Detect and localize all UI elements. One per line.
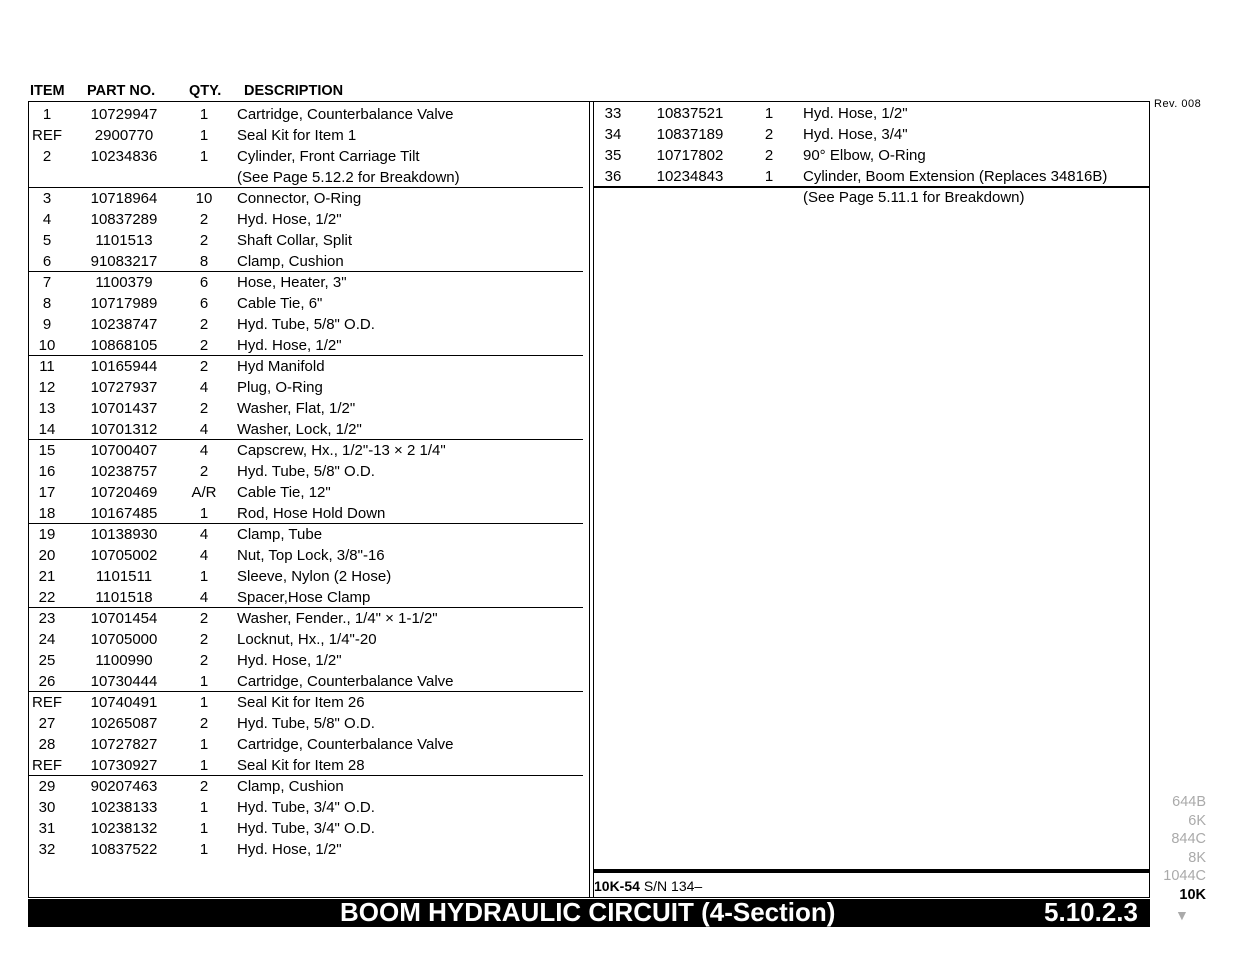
part-number-cell: 10730927 [90,757,158,774]
description-cell: Spacer,Hose Clamp [237,589,371,606]
quantity-cell: 2 [764,126,774,143]
item-cell: 28 [38,736,56,753]
description-cell: Clamp, Cushion [237,778,344,795]
part-number-cell: 10238132 [90,820,158,837]
quantity-cell: 6 [199,295,209,312]
table-row [29,209,585,230]
quantity-cell: 8 [199,253,209,270]
part-number-cell: 10234836 [90,148,158,165]
description-cell: Cylinder, Boom Extension (Replaces 34816B) [803,168,1108,185]
description-cell: 90° Elbow, O-Ring [803,147,926,164]
item-cell: 32 [38,841,56,858]
row-group-separator [594,187,1149,188]
description-cell: (See Page 5.12.2 for Breakdown) [237,169,460,186]
item-cell: REF [32,127,62,144]
model-code: 10K-54 [594,878,640,894]
description-cell: Hyd. Hose, 1/2" [803,105,908,122]
part-number-cell: 10238133 [90,799,158,816]
model-index-item: 644B [1172,794,1206,810]
part-number-cell: 1100990 [95,652,153,669]
table-row [29,818,585,839]
part-number-cell: 10868105 [90,337,158,354]
item-cell: 2 [42,148,52,165]
part-number-cell: 10705002 [90,547,158,564]
quantity-cell: 1 [199,841,209,858]
table-row [29,503,585,524]
table-row [29,482,585,503]
part-number-cell: 10718964 [90,190,158,207]
section-number: 5.10.2.3 [1044,897,1138,927]
part-number-cell: 10740491 [90,694,158,711]
part-number-cell: 10720469 [90,484,158,501]
item-cell: 29 [38,778,56,795]
table-row [29,461,585,482]
part-number-cell: 10701312 [90,421,158,438]
quantity-cell: 2 [199,652,209,669]
description-cell: Seal Kit for Item 1 [237,127,357,144]
part-number-cell: 10701454 [90,610,158,627]
description-cell: Washer, Flat, 1/2" [237,400,356,417]
quantity-cell: A/R [191,484,217,501]
quantity-cell: 1 [199,505,209,522]
item-cell: 4 [42,211,52,228]
quantity-cell: 2 [199,631,209,648]
item-cell: 3 [42,190,52,207]
item-cell: 26 [38,673,56,690]
item-cell: 8 [42,295,52,312]
part-number-cell: 10165944 [90,358,158,375]
item-cell: REF [32,694,62,711]
part-number-cell: 1101513 [95,232,153,249]
item-cell: 20 [38,547,56,564]
description-cell: Hyd. Tube, 5/8" O.D. [237,715,375,732]
item-cell: 18 [38,505,56,522]
table-row [29,251,585,272]
item-cell: 19 [38,526,56,543]
part-number-cell: 10238757 [90,463,158,480]
part-number-cell: 91083217 [90,253,158,270]
description-cell: Hyd Manifold [237,358,325,375]
table-row [29,587,585,608]
table-row [29,230,585,251]
description-cell: Cable Tie, 12" [237,484,331,501]
item-cell: REF [32,757,62,774]
item-cell: 24 [38,631,56,648]
table-row [29,524,585,545]
table-row [29,692,585,713]
table-row [29,797,585,818]
quantity-cell: 2 [764,147,774,164]
part-number-cell: 10837289 [90,211,158,228]
table-row [29,650,585,671]
part-number-cell: 10717989 [90,295,158,312]
quantity-cell: 6 [199,274,209,291]
description-cell: Clamp, Tube [237,526,323,543]
part-number-cell: 10837189 [656,126,724,143]
description-cell: Washer, Lock, 1/2" [237,421,362,438]
table-row [29,314,585,335]
item-cell: 31 [38,820,56,837]
table-row [29,440,585,461]
item-cell: 1 [42,106,52,123]
part-number-cell: 10167485 [90,505,158,522]
revision-label: Rev. 008 [1154,98,1202,110]
part-number-cell: 10238747 [90,316,158,333]
table-row [29,671,585,692]
description-cell: Connector, O-Ring [237,190,362,207]
item-cell: 6 [42,253,52,270]
description-cell: Capscrew, Hx., 1/2"-13 × 2 1/4" [237,442,446,459]
table-row [29,104,585,125]
part-number-cell: 10837521 [656,105,724,122]
quantity-cell: 10 [195,190,213,207]
quantity-cell: 2 [199,316,209,333]
part-number-cell: 90207463 [90,778,158,795]
quantity-cell: 1 [199,736,209,753]
description-cell: Clamp, Cushion [237,253,344,270]
quantity-cell: 4 [199,547,209,564]
part-number-cell: 10729947 [90,106,158,123]
description-cell: Hyd. Tube, 3/4" O.D. [237,799,375,816]
table-row [29,839,585,860]
description-cell: Hyd. Tube, 5/8" O.D. [237,316,375,333]
description-cell: Cartridge, Counterbalance Valve [237,673,454,690]
serial-range: S/N 134– [643,878,703,894]
down-arrow-icon: ▼ [1175,907,1189,923]
header-qty: QTY. [189,83,222,99]
quantity-cell: 2 [199,610,209,627]
quantity-cell: 1 [199,820,209,837]
quantity-cell: 1 [199,799,209,816]
quantity-cell: 1 [199,148,209,165]
table-row [29,419,585,440]
item-cell: 34 [604,126,622,143]
quantity-cell: 2 [199,400,209,417]
description-cell: Hose, Heater, 3" [237,274,347,291]
item-cell: 10 [38,337,56,354]
item-cell: 35 [604,147,622,164]
quantity-cell: 2 [199,211,209,228]
quantity-cell: 4 [199,589,209,606]
description-cell: Cable Tie, 6" [237,295,323,312]
part-number-cell: 10837522 [90,841,158,858]
item-cell: 9 [42,316,52,333]
item-cell: 23 [38,610,56,627]
part-number-cell: 1100379 [95,274,153,291]
quantity-cell: 4 [199,442,209,459]
model-index-item: 10K [1179,886,1206,903]
model-index-item: 1044C [1163,868,1206,885]
part-number-cell: 10138930 [90,526,158,543]
table-row [29,398,585,419]
title-bar [28,899,1150,927]
quantity-cell: 4 [199,421,209,438]
description-cell: Nut, Top Lock, 3/8"-16 [237,547,385,564]
column-divider [589,101,594,898]
table-row [594,145,1149,166]
description-cell: Hyd. Tube, 3/4" O.D. [237,820,375,837]
description-cell: Locknut, Hx., 1/4"-20 [237,631,377,648]
page-title: BOOM HYDRAULIC CIRCUIT (4-Section) [340,897,836,927]
table-row [29,167,585,188]
part-number-cell: 10234843 [656,168,724,185]
model-index-item: 8K [1188,849,1206,866]
description-cell: Seal Kit for Item 26 [237,694,365,711]
description-cell: Rod, Hose Hold Down [237,505,386,522]
quantity-cell: 2 [199,715,209,732]
table-row [594,166,1149,187]
description-cell: Hyd. Hose, 1/2" [237,841,342,858]
table-row [29,188,585,209]
description-cell: (See Page 5.11.1 for Breakdown) [803,189,1025,206]
table-row [29,734,585,755]
quantity-cell: 1 [199,757,209,774]
part-number-cell: 10265087 [90,715,158,732]
item-cell: 27 [38,715,56,732]
item-cell: 7 [42,274,52,291]
description-cell: Hyd. Hose, 1/2" [237,211,342,228]
serial-number-block [594,869,1150,894]
part-number-cell: 10700407 [90,442,158,459]
quantity-cell: 2 [199,358,209,375]
table-row [29,545,585,566]
item-cell: 25 [38,652,56,669]
table-row [29,566,585,587]
quantity-cell: 1 [764,105,774,122]
quantity-cell: 1 [199,127,209,144]
description-cell: Hyd. Tube, 5/8" O.D. [237,463,375,480]
part-number-cell: 1101518 [95,589,153,606]
description-cell: Seal Kit for Item 28 [237,757,365,774]
item-cell: 14 [38,421,56,438]
description-cell: Washer, Fender., 1/4" × 1-1/2" [237,610,438,627]
item-cell: 13 [38,400,56,417]
item-cell: 17 [38,484,56,501]
description-cell: Plug, O-Ring [237,379,323,396]
table-row [29,293,585,314]
item-cell: 12 [38,379,56,396]
quantity-cell: 1 [199,673,209,690]
header-item: ITEM [30,83,65,99]
quantity-cell: 1 [764,168,774,185]
part-number-cell: 10717802 [656,147,724,164]
quantity-cell: 2 [199,778,209,795]
header-description: DESCRIPTION [244,83,344,99]
description-cell: Hyd. Hose, 1/2" [237,337,342,354]
model-index-item: 844C [1171,831,1206,848]
quantity-cell: 4 [199,379,209,396]
table-row [29,335,585,356]
description-cell: Shaft Collar, Split [237,232,353,249]
model-index-item: 6K [1188,812,1206,829]
quantity-cell: 4 [199,526,209,543]
quantity-cell: 1 [199,106,209,123]
table-row [29,125,585,146]
item-cell: 5 [42,232,52,249]
item-cell: 30 [38,799,56,816]
header-part-no: PART NO. [87,83,156,99]
table-row [29,146,585,167]
table-row [29,713,585,734]
table-row [594,103,1149,124]
table-row [29,272,585,293]
part-number-cell: 2900770 [94,127,154,144]
table-row [29,608,585,629]
description-cell: Cartridge, Counterbalance Valve [237,736,454,753]
table-row [594,187,1149,208]
description-cell: Sleeve, Nylon (2 Hose) [237,568,392,585]
item-cell: 33 [604,105,622,122]
part-number-cell: 10730444 [90,673,158,690]
part-number-cell: 10705000 [90,631,158,648]
part-number-cell: 10701437 [90,400,158,417]
quantity-cell: 1 [199,694,209,711]
item-cell: 21 [38,568,56,585]
description-cell: Hyd. Hose, 1/2" [237,652,342,669]
item-cell: 15 [38,442,56,459]
table-row [29,755,585,776]
table-row [29,629,585,650]
table-row [29,776,585,797]
part-number-cell: 10727937 [90,379,158,396]
table-row [29,356,585,377]
quantity-cell: 2 [199,232,209,249]
table-row [594,124,1149,145]
item-cell: 36 [604,168,622,185]
description-cell: Cylinder, Front Carriage Tilt [237,148,420,165]
part-number-cell: 10727827 [90,736,158,753]
quantity-cell: 1 [199,568,209,585]
item-cell: 22 [38,589,56,606]
item-cell: 16 [38,463,56,480]
quantity-cell: 2 [199,463,209,480]
model-index [1150,793,1206,905]
table-row [29,377,585,398]
item-cell: 11 [39,358,55,375]
description-cell: Hyd. Hose, 3/4" [803,126,908,143]
part-number-cell: 1101511 [95,568,153,585]
description-cell: Cartridge, Counterbalance Valve [237,106,454,123]
quantity-cell: 2 [199,337,209,354]
